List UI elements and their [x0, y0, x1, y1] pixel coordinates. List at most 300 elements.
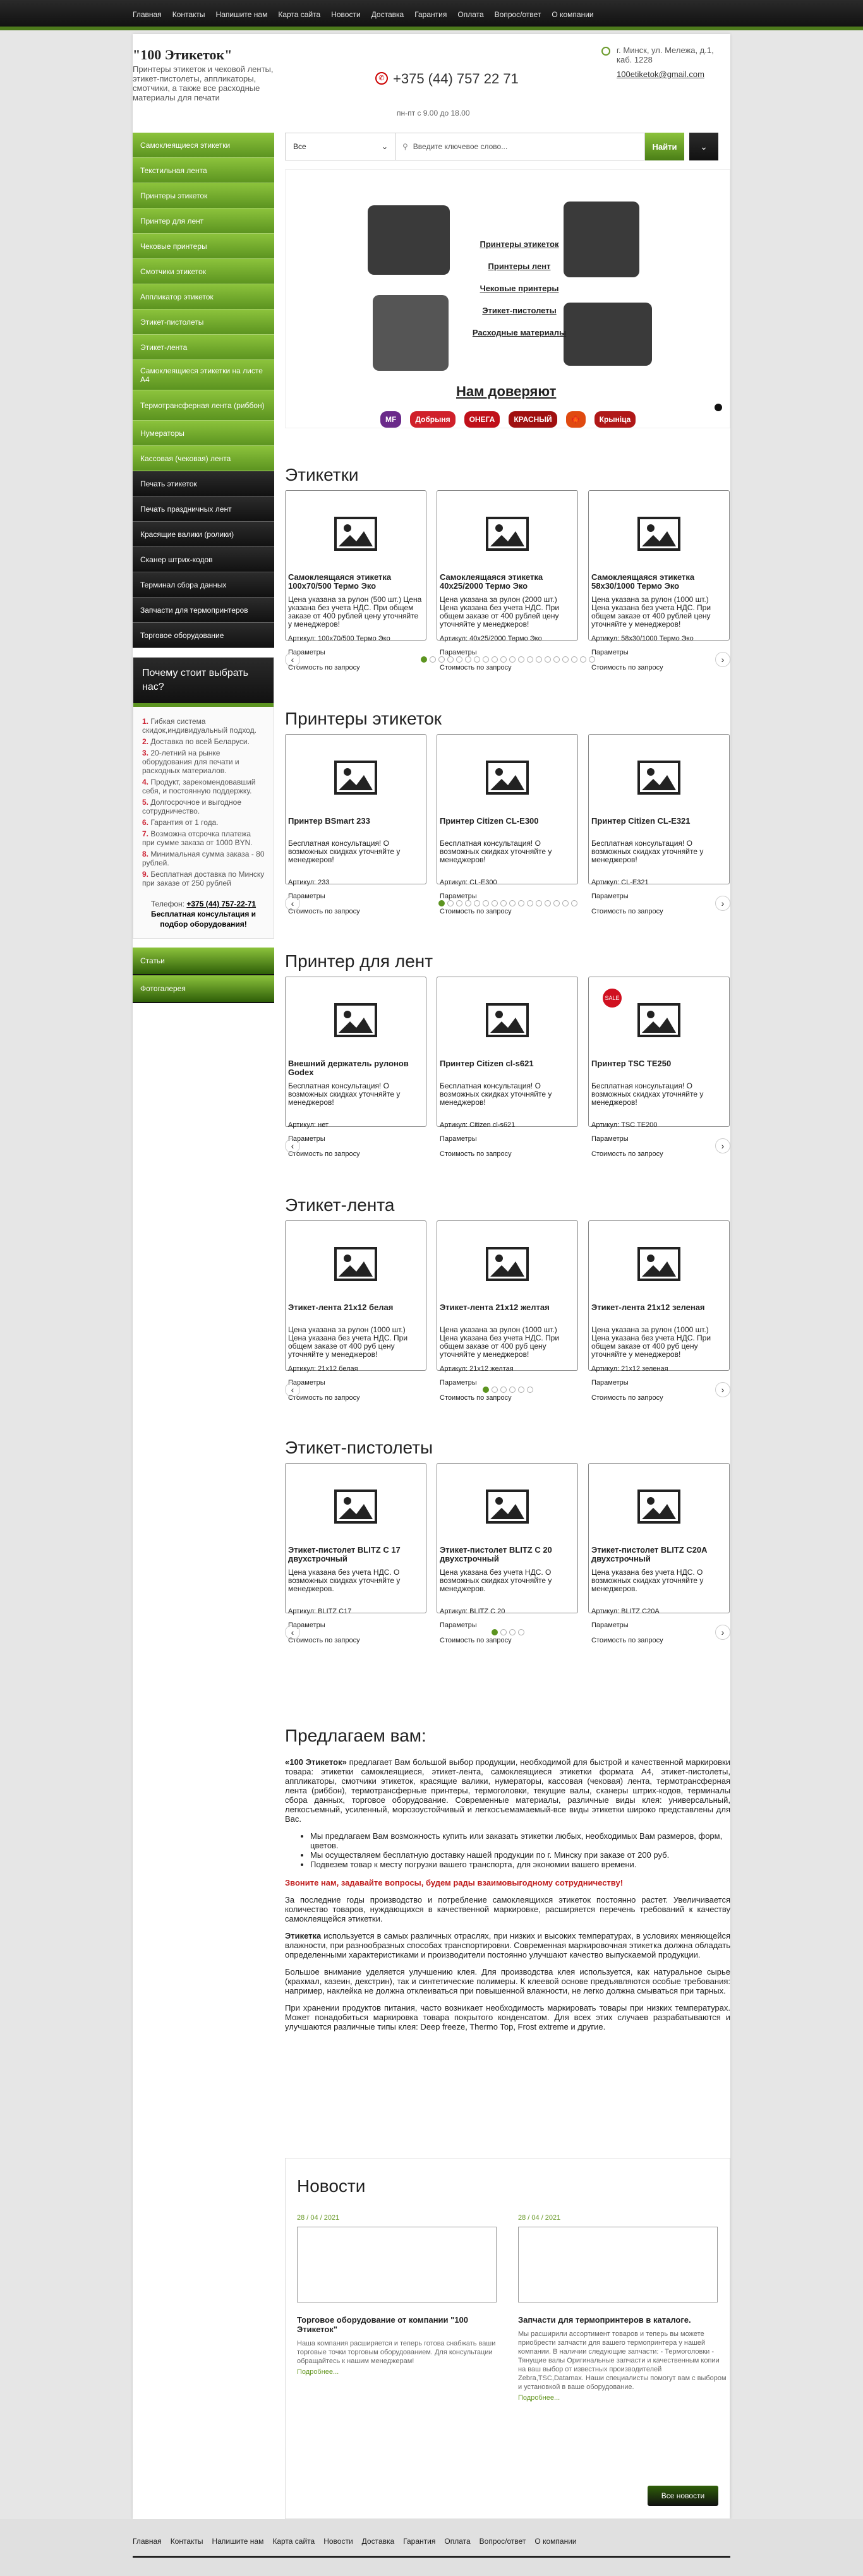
sidebar-menu-item[interactable]: Нумераторы: [133, 421, 274, 446]
about-p1-text: предлагает Вам большой выбор продукции, необходимой для быстрой и качественной маркировки товара: этикетки самоклеящиеся, этикет-лента, самоклеящиеся этикетки формата А4, этикет-пистолеты, аппликаторы, смотчики этикеток, красящие валики, нумераторы, кассовая (чековая) лента, термотрансферная лента (риббон), термотрансферные принтеры, термоголовки, текущие валы, сканеры штрих-кодов, терминалы сбора данных, торговое оборудование. Современные материалы, различные виды клея: универсальный, легкосъемный, усиленный, морозоустойчивый и легкосъемамаемый-все виды этикетки широко представлены для Вас.: [285, 1757, 731, 1824]
product-section: [285, 1438, 730, 1651]
about-section: [285, 1726, 730, 2039]
product-image-placeholder-icon[interactable]: [591, 495, 727, 573]
banner-link[interactable]: Чековые принтеры: [480, 284, 559, 293]
footer: [0, 2519, 863, 2576]
footer-nav: [133, 2537, 586, 2546]
product-description: Цена указана за рулон (500 шт.) Цена указана без учета НДС. При общем заказе от 400 рублей цену уточняйте у менеджеров!: [288, 596, 422, 629]
product-image-placeholder-icon[interactable]: [288, 1467, 423, 1546]
about-paragraph-5: При хранении продуктов питания, часто возникает необходимость маркировать товары при низких температурах. Может понадобиться маркировка товара покрытого конденсатом. Для всех этих случаев разрабатываются и улучшаются различные типы клея: Deep freeze, Thermo Top, Frost extreme и другие.: [285, 2003, 730, 2031]
product-price: Стоимость по запросу: [591, 1150, 663, 1158]
product-name[interactable]: Принтер Citizen CL-E321: [591, 816, 691, 826]
article-label: Артикул:: [288, 1365, 317, 1373]
product-description: Цена указана за рулон (1000 шт.) Цена указана без учета НДС. При общем заказе от 400 руб цену уточняйте у менеджеров!: [591, 1326, 711, 1359]
carousel-prev-arrow-icon[interactable]: ‹: [285, 1625, 300, 1640]
carousel-dot[interactable]: [456, 656, 462, 663]
sidebar-menu-item[interactable]: Красящие валики (ролики): [133, 522, 274, 547]
carousel-pager: [285, 641, 730, 678]
receipt-printer-image: [368, 205, 450, 275]
carousel-prev-arrow-icon[interactable]: ‹: [285, 896, 300, 911]
carousel-dot[interactable]: [447, 656, 454, 663]
top-nav-link[interactable]: Доставка: [371, 10, 404, 19]
carousel-dot[interactable]: [536, 900, 542, 906]
why-us-text: Возможна отсрочка платежа при сумме заказа от 1000 BYN.: [142, 829, 253, 847]
carousel-dot[interactable]: [492, 656, 498, 663]
footer-nav-link[interactable]: Новости: [323, 2537, 353, 2546]
article-label: Артикул:: [288, 635, 317, 642]
top-nav: [133, 10, 605, 19]
why-us-text: Бесплатная доставка по Минску при заказе от 250 рублей: [142, 870, 265, 888]
footer-nav-link[interactable]: Гарантия: [403, 2537, 436, 2546]
carousel-next-arrow-icon[interactable]: ›: [715, 1382, 730, 1397]
product-price: Стоимость по запросу: [440, 1637, 512, 1644]
sidebar-menu-item[interactable]: Принтеры этикеток: [133, 183, 274, 208]
sidebar-menu-item[interactable]: Терминал сбора данных: [133, 572, 274, 598]
carousel-dot[interactable]: [438, 656, 445, 663]
carousel-prev-arrow-icon[interactable]: ‹: [285, 652, 300, 667]
footer-nav-link[interactable]: Главная: [133, 2537, 162, 2546]
product-description: Бесплатная консультация! О возможных скидках уточняйте у менеджеров!: [440, 840, 552, 864]
why-us-item: [142, 798, 265, 816]
carousel-next-arrow-icon[interactable]: ›: [715, 1625, 730, 1640]
product-name[interactable]: Этикет-пистолет BLITZ C 20 двухстрочный: [440, 1545, 552, 1563]
news-more-link[interactable]: Подробнее...: [518, 2394, 560, 2402]
section-title: Этикетки: [285, 465, 359, 485]
footer-nav-link[interactable]: Доставка: [361, 2537, 395, 2546]
top-nav-link[interactable]: Карта сайта: [278, 10, 321, 19]
carousel-dot[interactable]: [553, 900, 560, 906]
product-card[interactable]: [437, 977, 578, 1158]
sidebar-menu-item[interactable]: Сканер штрих-кодов: [133, 547, 274, 572]
carousel-dot[interactable]: [518, 1629, 524, 1635]
sidebar-menu-item[interactable]: Кассовая (чековая) лента: [133, 446, 274, 471]
carousel-dot[interactable]: [527, 1387, 533, 1393]
why-us-number: 1.: [142, 717, 149, 726]
carousel-dot[interactable]: [509, 656, 516, 663]
carousel-dot[interactable]: [483, 1387, 489, 1393]
product-image-placeholder-icon[interactable]: [591, 1225, 727, 1303]
article-label: Артикул:: [288, 1121, 317, 1129]
about-bullets: [310, 1831, 730, 1869]
carousel-dot[interactable]: [492, 900, 498, 906]
top-bar: [0, 0, 863, 30]
product-description: Бесплатная консультация! О возможных скидках уточняйте у менеджеров!: [288, 840, 401, 864]
why-us-block: [133, 657, 274, 939]
section-title: Принтеры этикеток: [285, 709, 442, 728]
footer-nav-link[interactable]: Напишите нам: [212, 2537, 264, 2546]
article-value: 40х25/2000 Термо Эко: [469, 635, 542, 642]
carousel-dot[interactable]: [500, 1629, 507, 1635]
article-label: Артикул:: [591, 879, 620, 886]
top-nav-link[interactable]: Напишите нам: [215, 10, 268, 19]
product-image-placeholder-icon[interactable]: [591, 738, 727, 817]
top-nav-link[interactable]: О компании: [552, 10, 594, 19]
product-card[interactable]: [437, 490, 578, 671]
carousel-next-arrow-icon[interactable]: ›: [715, 896, 730, 911]
header-phone[interactable]: +375 (44) 757 22 71: [393, 71, 519, 87]
product-card[interactable]: [285, 490, 426, 671]
product-card[interactable]: [588, 1220, 730, 1402]
sidebar-extra-link[interactable]: Статьи: [133, 948, 274, 975]
why-us-number: 3.: [142, 749, 149, 757]
news-item-body: Наша компания расширяется и теперь готова снабжать ваши торговые точки торговым оборудованием. Для консультации обращайтесь к нашим менеджерам!: [297, 2340, 496, 2365]
product-card[interactable]: [285, 734, 426, 915]
carousel-dot[interactable]: [500, 900, 507, 906]
carousel-dot[interactable]: [509, 900, 516, 906]
carousel-dot[interactable]: [571, 900, 577, 906]
why-phone-note: Бесплатная консультация и подбор оборудования!: [150, 910, 256, 929]
about-paragraph-1: [285, 1757, 730, 1824]
label-strong: Этикетка: [285, 1931, 322, 1941]
address: г. Минск, ул. Мележа, д.1, каб. 1228: [617, 45, 714, 64]
carousel-dot[interactable]: [518, 656, 524, 663]
top-nav-link[interactable]: Оплата: [457, 10, 484, 19]
article-value: 21х12 желтая: [469, 1365, 514, 1373]
site-subtitle: Принтеры этикеток и чековой ленты, этикет-пистолеты, аппликаторы, смотчики, а также все расходные материалы для печати: [133, 64, 274, 102]
footer-nav-link[interactable]: Вопрос/ответ: [479, 2537, 526, 2546]
sidebar-menu-item[interactable]: Печать праздничных лент: [133, 497, 274, 522]
carousel-dot[interactable]: [562, 656, 569, 663]
product-price: Стоимость по запросу: [440, 1394, 512, 1402]
article-value: TSC TE200: [621, 1121, 658, 1129]
carousel-dot[interactable]: [438, 900, 445, 906]
carousel-dot[interactable]: [500, 1387, 507, 1393]
news-item-title[interactable]: Торговое оборудование от компании "100 Этикеток": [297, 2315, 469, 2334]
product-params-link[interactable]: Параметры: [591, 1379, 629, 1387]
product-price: Стоимость по запросу: [591, 908, 663, 915]
product-card[interactable]: [285, 1463, 426, 1644]
client-logo: ОНЕГА: [464, 411, 500, 428]
sale-badge: SALE: [603, 989, 622, 1008]
carousel-dot[interactable]: [483, 656, 489, 663]
product-cards: [285, 734, 730, 915]
why-us-title: Почему стоит выбрать нас?: [133, 658, 274, 707]
product-section: [285, 1195, 730, 1409]
email-link[interactable]: 100etiketok@gmail.com: [617, 69, 704, 79]
news-title: Новости: [297, 2176, 366, 2196]
carousel-prev-arrow-icon[interactable]: ‹: [285, 1382, 300, 1397]
carousel-dot[interactable]: [527, 656, 533, 663]
product-name[interactable]: Этикет-пистолет BLITZ C 17 двухстрочный: [288, 1545, 401, 1563]
news-image[interactable]: [518, 2227, 718, 2302]
sidebar-menu-item[interactable]: Торговое оборудование: [133, 623, 274, 648]
product-params-link[interactable]: Параметры: [440, 1622, 477, 1629]
sidebar-menu-item[interactable]: Аппликатор этикеток: [133, 284, 274, 310]
product-card[interactable]: [437, 734, 578, 915]
why-us-text: Долгосрочное и выгодное сотрудничество.: [142, 798, 242, 816]
product-image-placeholder-icon[interactable]: [288, 1225, 423, 1303]
carousel-dot[interactable]: [509, 1387, 516, 1393]
section-title: Этикет-лента: [285, 1195, 395, 1215]
carousel-pager: [285, 1127, 730, 1165]
article-label: Артикул:: [591, 1121, 620, 1129]
carousel-dot[interactable]: [474, 900, 480, 906]
top-nav-link[interactable]: Новости: [331, 10, 361, 19]
all-news-button[interactable]: Все новости: [648, 2486, 718, 2506]
why-us-text: 20-летний на рынке оборудования для печати и расходных материалов.: [142, 749, 239, 775]
product-card[interactable]: [588, 734, 730, 915]
carousel-dot[interactable]: [492, 1629, 498, 1635]
product-image-placeholder-icon[interactable]: [440, 495, 575, 573]
why-us-item: [142, 778, 265, 795]
news-block: [285, 2158, 730, 2519]
product-params-link[interactable]: Параметры: [440, 1379, 477, 1387]
news-more-link[interactable]: Подробнее...: [297, 2368, 339, 2376]
article-value: 233: [318, 879, 330, 886]
article-label: Артикул:: [591, 1608, 620, 1615]
about-title: Предлагаем вам:: [285, 1726, 426, 1745]
sidebar-menu-item[interactable]: Принтер для лент: [133, 208, 274, 234]
product-image-placeholder-icon[interactable]: [591, 1467, 727, 1546]
carousel-dot[interactable]: [465, 656, 471, 663]
product-name[interactable]: Принтер Citizen cl-s621: [440, 1059, 534, 1068]
carousel-dot[interactable]: [589, 656, 595, 663]
product-card[interactable]: [285, 977, 426, 1158]
carousel-dot[interactable]: [527, 900, 533, 906]
sidebar-menu-item[interactable]: Этикет-пистолеты: [133, 310, 274, 335]
carousel-dot[interactable]: [474, 656, 480, 663]
news-item-body: Мы расширили ассортимент товаров и теперь вы можете приобрести запчасти для вашего термопринтера у нашей компании. В наличии следующие запчасти: - Термоголовки - Тянущие валы Оригинальные запчасти и качественным копии на ваш выбор от известных производителей Zebra,TSC,Datamax. Наши специалисты помогут вам с выбором и установкой в ваше оборудование.: [518, 2330, 727, 2391]
carousel-dot[interactable]: [518, 900, 524, 906]
product-description: Цена указана без учета НДС. О возможных скидках уточняйте у менеджеров.: [440, 1568, 552, 1593]
sidebar-menu-item[interactable]: Самоклеящиеся этикетки: [133, 133, 274, 158]
product-image-placeholder-icon[interactable]: [288, 981, 423, 1059]
why-phone-label: Телефон:: [150, 900, 185, 908]
client-logos: [380, 411, 636, 428]
search-icon: ⚲: [402, 142, 408, 151]
carousel-dot[interactable]: [465, 900, 471, 906]
search-bar: [285, 133, 730, 160]
banner-link[interactable]: Принтеры этикеток: [480, 239, 559, 249]
product-description: Цена указана за рулон (1000 шт.) Цена указана без учета НДС. При общем заказе от 400 руб цену уточняйте у менеджеров!: [288, 1326, 408, 1359]
why-us-item: [142, 850, 265, 867]
carousel-dot[interactable]: [447, 900, 454, 906]
sidebar-menu-item[interactable]: Запчасти для термопринтеров: [133, 598, 274, 623]
why-us-item: [142, 717, 265, 735]
why-us-text: Гибкая система скидок,индивидуальный подход.: [142, 717, 256, 735]
sidebar-menu-item[interactable]: Термотрансферная лента (риббон): [133, 390, 274, 421]
top-nav-link[interactable]: Вопрос/ответ: [494, 10, 541, 19]
carousel-dot[interactable]: [492, 1387, 498, 1393]
carousel-dot[interactable]: [562, 900, 569, 906]
product-name[interactable]: Внешний держатель рулонов Godex: [288, 1059, 409, 1077]
sidebar-menu-item[interactable]: Смотчики этикеток: [133, 259, 274, 284]
product-params-link[interactable]: Параметры: [440, 893, 477, 900]
product-params-link[interactable]: Параметры: [288, 1622, 325, 1629]
product-description: Цена указана без учета НДС. О возможных скидках уточняйте у менеджеров.: [591, 1568, 704, 1593]
banner-links: [469, 239, 570, 350]
article-value: BLITZ C20A: [621, 1608, 660, 1615]
carousel-prev-arrow-icon[interactable]: ‹: [285, 1138, 300, 1153]
product-description: Цена указана за рулон (2000 шт.) Цена указана без учета НДС. При общем заказе от 400 рублей цену уточняйте у менеджеров!: [440, 596, 560, 629]
article-value: 58х30/1000 Термо Эко: [621, 635, 694, 642]
product-params-link[interactable]: Параметры: [288, 893, 325, 900]
carousel-dot[interactable]: [518, 1387, 524, 1393]
carousel-dot[interactable]: [500, 656, 507, 663]
product-card[interactable]: [437, 1220, 578, 1402]
product-params-link[interactable]: Параметры: [440, 649, 477, 656]
client-logo: Добрыня: [410, 411, 455, 428]
site-title[interactable]: "100 Этикеток": [133, 47, 232, 63]
hero-banner[interactable]: [285, 169, 730, 428]
top-nav-link[interactable]: Контакты: [172, 10, 205, 19]
product-name[interactable]: Этикет-пистолет BLITZ C20A двухстрочный: [591, 1545, 708, 1563]
product-name[interactable]: Этикет-лента 21х12 белая: [288, 1303, 394, 1312]
sidebar-extra-link[interactable]: Фотогалерея: [133, 975, 274, 1003]
news-item-title[interactable]: Запчасти для термопринтеров в каталоге.: [518, 2315, 691, 2325]
product-name[interactable]: Принтер BSmart 233: [288, 816, 370, 826]
carousel-dots: [421, 656, 595, 663]
article-label: Артикул:: [591, 635, 620, 642]
carousel-next-arrow-icon[interactable]: ›: [715, 652, 730, 667]
client-logo: КРАСНЫЙ: [509, 411, 557, 428]
carousel-dot[interactable]: [545, 900, 551, 906]
search-button[interactable]: Найти: [645, 133, 684, 160]
section-title: Этикет-пистолеты: [285, 1438, 433, 1457]
carousel-dots: [483, 1387, 533, 1393]
banner-link[interactable]: Этикет-пистолеты: [482, 306, 557, 315]
carousel-dot[interactable]: [456, 900, 462, 906]
product-section: [285, 465, 730, 678]
location-icon: [601, 47, 610, 56]
header: [133, 34, 730, 129]
carousel-dot[interactable]: [571, 656, 577, 663]
banner-link[interactable]: Расходные материалы: [472, 328, 567, 337]
product-params-link[interactable]: Параметры: [591, 893, 629, 900]
product-section: [285, 951, 730, 1165]
sidebar-menu-item[interactable]: Этикет-лента: [133, 335, 274, 360]
product-params-link[interactable]: Параметры: [440, 1135, 477, 1143]
about-bullet: • Мы осуществляем бесплатную доставку нашей продукции по г. Минску при заказе от 200 руб.: [310, 1850, 730, 1860]
extra-menu: [133, 948, 274, 1003]
article-label: Артикул:: [288, 879, 317, 886]
news-image[interactable]: [297, 2227, 497, 2302]
article-value: нет: [318, 1121, 329, 1129]
product-description: Бесплатная консультация! О возможных скидках уточняйте у менеджеров!: [591, 1082, 704, 1107]
product-image-placeholder-icon[interactable]: [440, 1467, 575, 1546]
sidebar-menu-item[interactable]: Текстильная лента: [133, 158, 274, 183]
product-name[interactable]: Самоклеящаяся этикетка 40х25/2000 Термо Эко: [440, 572, 543, 591]
product-price: Стоимость по запросу: [591, 1637, 663, 1644]
article-label: Артикул:: [440, 1365, 468, 1373]
product-price: Стоимость по запросу: [288, 1150, 360, 1158]
why-us-item: [142, 749, 265, 775]
product-description: Цена указана без учета НДС. О возможных скидках уточняйте у менеджеров.: [288, 1568, 401, 1593]
product-name[interactable]: Принтер Citizen CL-E300: [440, 816, 539, 826]
product-params-link[interactable]: Параметры: [591, 1622, 629, 1629]
carousel-pager: [285, 884, 730, 922]
carousel-dot[interactable]: [430, 656, 436, 663]
product-description: Бесплатная консультация! О возможных скидках уточняйте у менеджеров!: [288, 1082, 401, 1107]
why-us-number: 6.: [142, 818, 149, 827]
product-card[interactable]: [437, 1463, 578, 1644]
product-name[interactable]: Самоклеящаяся этикетка 58х30/1000 Термо Эко: [591, 572, 695, 591]
carousel-dot[interactable]: [580, 656, 586, 663]
product-image-placeholder-icon[interactable]: [440, 738, 575, 817]
why-us-list: [133, 707, 274, 895]
product-name[interactable]: Принтер TSC TE250: [591, 1059, 672, 1068]
footer-nav-link[interactable]: Контакты: [170, 2537, 203, 2546]
search-input[interactable]: [396, 133, 645, 160]
carousel-dot[interactable]: [545, 656, 551, 663]
article-value: 100х70/500 Термо Эко: [318, 635, 390, 642]
sidebar-menu-item[interactable]: Печать этикеток: [133, 471, 274, 497]
news-item: [518, 2214, 727, 2402]
carousel-pager: [285, 1371, 730, 1409]
product-cards: [285, 1463, 730, 1644]
product-description: Бесплатная консультация! О возможных скидках уточняйте у менеджеров!: [440, 1082, 552, 1107]
product-params-link[interactable]: Параметры: [288, 1379, 325, 1387]
category-select[interactable]: [285, 133, 396, 160]
sidebar-menu-item[interactable]: Самоклеящиеся этикетки на листе А4: [133, 360, 274, 390]
product-image-placeholder-icon[interactable]: [440, 1225, 575, 1303]
carousel-dot[interactable]: [483, 900, 489, 906]
why-us-item: [142, 870, 265, 888]
carousel-next-arrow-icon[interactable]: ›: [715, 1138, 730, 1153]
why-phone-number[interactable]: +375 (44) 757-22-71: [186, 900, 256, 908]
product-name[interactable]: Этикет-лента 21х12 желтая: [440, 1303, 550, 1312]
footer-nav-link[interactable]: Карта сайта: [272, 2537, 315, 2546]
top-nav-link[interactable]: Главная: [133, 10, 162, 19]
product-image-placeholder-icon[interactable]: [440, 981, 575, 1059]
article-label: Артикул:: [288, 1608, 317, 1615]
why-us-number: 8.: [142, 850, 149, 858]
footer-nav-link[interactable]: О компании: [534, 2537, 577, 2546]
product-name[interactable]: Самоклеящаяся этикетка 100х70/500 Термо Эко: [288, 572, 392, 591]
article-value: 21х12 белая: [318, 1365, 358, 1373]
carousel-dot[interactable]: [509, 1629, 516, 1635]
top-nav-link[interactable]: Гарантия: [414, 10, 447, 19]
advanced-search-button[interactable]: [689, 133, 718, 160]
product-image-placeholder-icon[interactable]: [288, 738, 423, 817]
product-params-link[interactable]: Параметры: [591, 649, 629, 656]
product-price: Стоимость по запросу: [440, 908, 512, 915]
sidebar-menu-item[interactable]: Чековые принтеры: [133, 234, 274, 259]
why-us-item: [142, 737, 265, 746]
news-item: [297, 2214, 505, 2376]
product-card[interactable]: [588, 1463, 730, 1644]
carousel-pager: [285, 1613, 730, 1651]
product-params-link[interactable]: Параметры: [591, 1135, 629, 1143]
chevron-down-icon: ⌄: [700, 141, 708, 152]
product-price: Стоимость по запросу: [288, 908, 360, 915]
about-paragraph-2: За последние годы производство и потребление самоклеящихся этикеток постоянно растет. Увеличивается количество товаров, нуждающихся в качественной маркировке, расширяется перечень требований к качеству самоклеящейся этикетки.: [285, 1895, 730, 1923]
carousel-dot[interactable]: [421, 656, 427, 663]
slider-dot[interactable]: [715, 404, 722, 411]
article-label: Артикул:: [440, 879, 468, 886]
product-cards: [285, 1220, 730, 1402]
product-card[interactable]: [588, 490, 730, 671]
footer-nav-link[interactable]: Оплата: [444, 2537, 471, 2546]
carousel-dot[interactable]: [553, 656, 560, 663]
product-params-link[interactable]: Параметры: [288, 1135, 325, 1143]
why-us-item: [142, 818, 265, 827]
why-us-number: 4.: [142, 778, 149, 786]
product-params-link[interactable]: Параметры: [288, 649, 325, 656]
article-value: CL-E321: [621, 879, 649, 886]
product-card[interactable]: [588, 977, 730, 1158]
product-card[interactable]: [285, 1220, 426, 1402]
product-name[interactable]: Этикет-лента 21х12 зеленая: [591, 1303, 705, 1312]
about-p3-text: используется в самых различных отраслях, при низких и высоких температурах, в условиях меняющейся влажности, при разнообразных способах транспортировки. Современная маркировочная этикетка должна обладать определенными характеристиками и производители постоянно улучшают качество выпускаемой продукции.: [285, 1931, 730, 1959]
why-us-number: 9.: [142, 870, 149, 879]
banner-link[interactable]: Принтеры лент: [488, 262, 551, 271]
catalog-menu: [133, 133, 274, 648]
product-image-placeholder-icon[interactable]: [288, 495, 423, 573]
product-price: Стоимость по запросу: [288, 1637, 360, 1644]
carousel-dot[interactable]: [536, 656, 542, 663]
call-to-action: Звоните нам, задавайте вопросы, будем рады взаимовыгодному сотрудничеству!: [285, 1878, 624, 1887]
